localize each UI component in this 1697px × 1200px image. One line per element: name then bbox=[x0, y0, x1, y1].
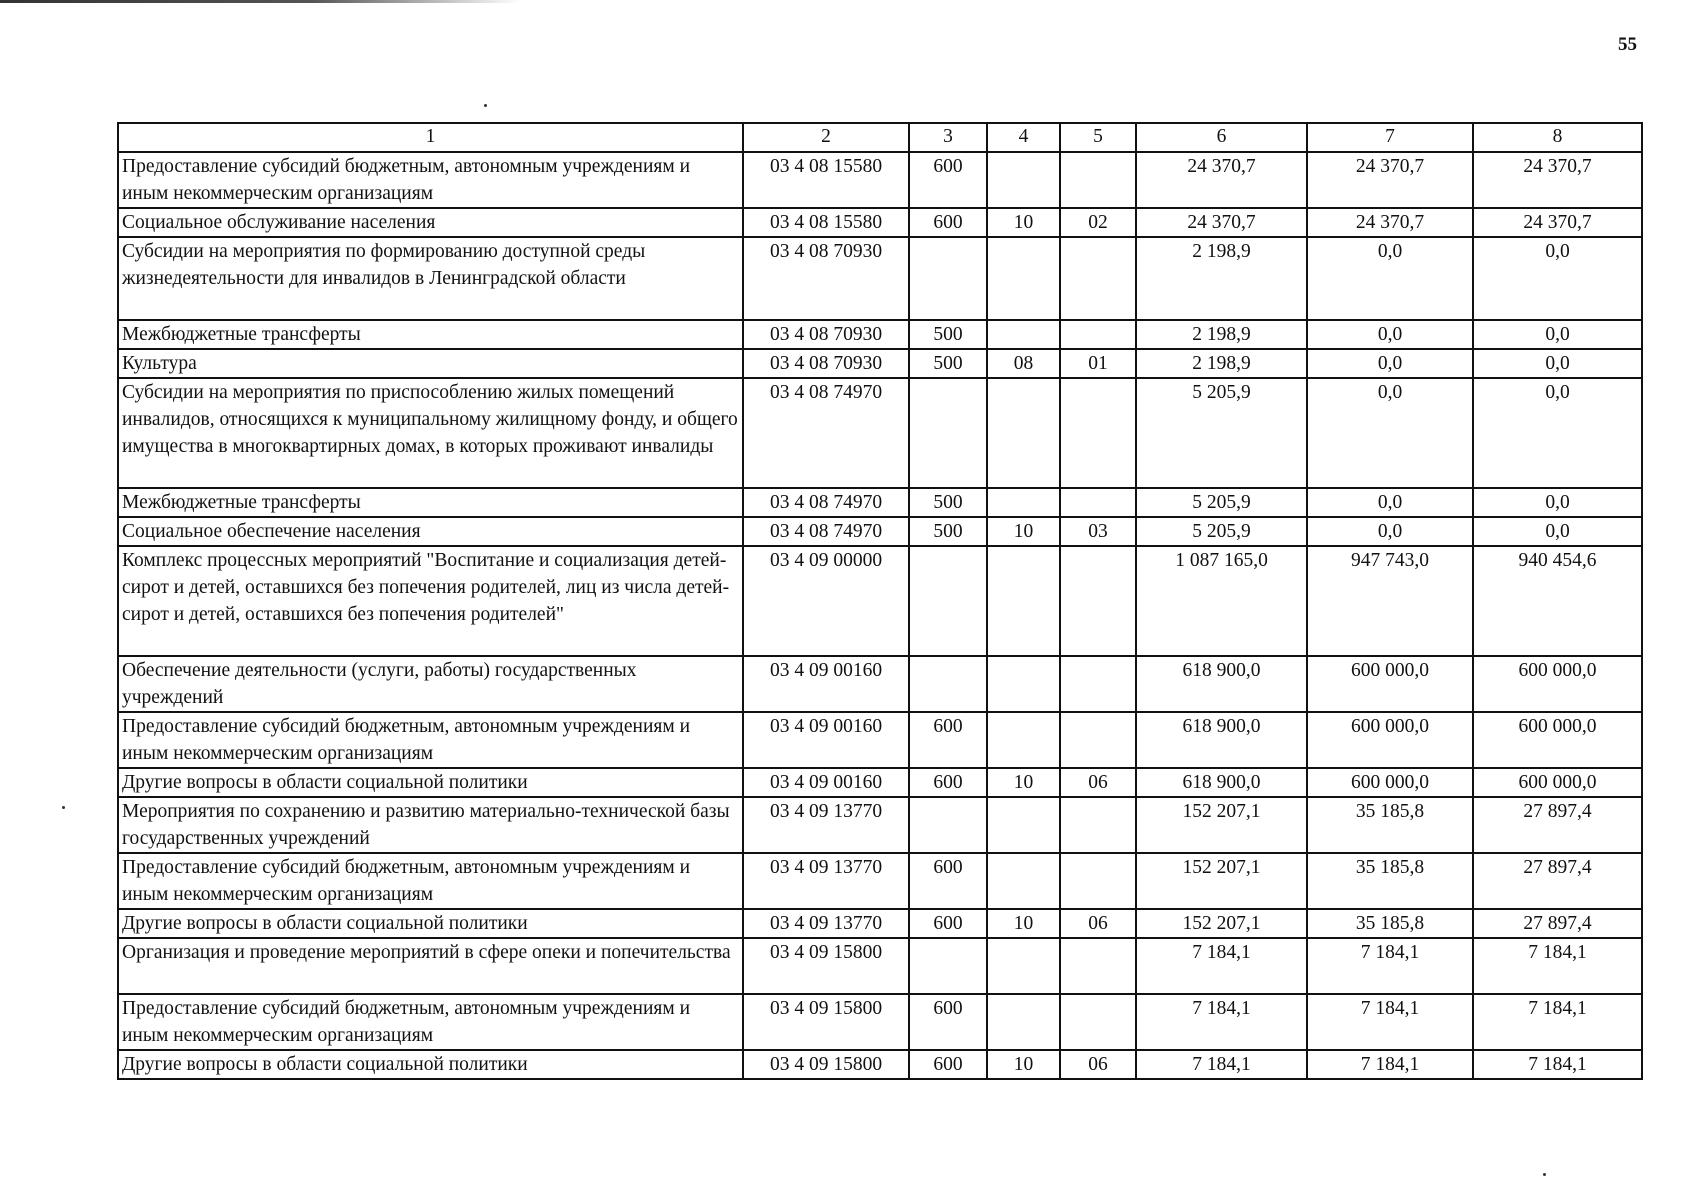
table-row bbox=[118, 712, 1642, 768]
row-col-5: 06 bbox=[1060, 1050, 1136, 1079]
row-col-7: 7 184,1 bbox=[1307, 994, 1473, 1050]
row-code: 03 4 09 00000 bbox=[743, 546, 909, 656]
row-col-4: 10 bbox=[987, 1050, 1060, 1079]
row-col-4 bbox=[987, 712, 1060, 768]
row-col-8: 0,0 bbox=[1473, 488, 1642, 517]
row-col-3: 600 bbox=[909, 853, 987, 909]
table-row bbox=[118, 768, 1642, 797]
row-code: 03 4 09 13770 bbox=[743, 909, 909, 938]
row-col-3 bbox=[909, 938, 987, 994]
row-col-7: 0,0 bbox=[1307, 378, 1473, 488]
row-col-7: 0,0 bbox=[1307, 488, 1473, 517]
table-row bbox=[118, 994, 1642, 1050]
row-name: Организация и проведение мероприятий в сфере опеки и попечительства bbox=[118, 938, 743, 994]
table-row bbox=[118, 378, 1642, 488]
header-col-5: 5 bbox=[1060, 123, 1136, 152]
table-row bbox=[118, 797, 1642, 853]
table-row bbox=[118, 938, 1642, 994]
row-col-3 bbox=[909, 656, 987, 712]
row-col-4: 08 bbox=[987, 349, 1060, 378]
row-code: 03 4 09 15800 bbox=[743, 1050, 909, 1079]
row-col-8: 27 897,4 bbox=[1473, 909, 1642, 938]
row-code: 03 4 09 13770 bbox=[743, 797, 909, 853]
table-row bbox=[118, 488, 1642, 517]
row-col-8: 0,0 bbox=[1473, 349, 1642, 378]
row-col-6: 24 370,7 bbox=[1136, 208, 1307, 237]
row-col-3: 600 bbox=[909, 994, 987, 1050]
row-col-7: 600 000,0 bbox=[1307, 768, 1473, 797]
row-col-5 bbox=[1060, 712, 1136, 768]
row-col-8: 27 897,4 bbox=[1473, 853, 1642, 909]
row-col-5 bbox=[1060, 378, 1136, 488]
row-col-7: 600 000,0 bbox=[1307, 712, 1473, 768]
row-col-5 bbox=[1060, 994, 1136, 1050]
header-col-6: 6 bbox=[1136, 123, 1307, 152]
row-col-4: 10 bbox=[987, 909, 1060, 938]
row-col-7: 24 370,7 bbox=[1307, 152, 1473, 208]
row-code: 03 4 08 15580 bbox=[743, 208, 909, 237]
table-row bbox=[118, 237, 1642, 320]
row-col-4 bbox=[987, 152, 1060, 208]
row-code: 03 4 08 70930 bbox=[743, 320, 909, 349]
row-col-6: 2 198,9 bbox=[1136, 349, 1307, 378]
row-col-7: 24 370,7 bbox=[1307, 208, 1473, 237]
row-col-8: 24 370,7 bbox=[1473, 208, 1642, 237]
row-name: Субсидии на мероприятия по приспособлению жилых помещений инвалидов, относящихся к муниципальному жилищному фонду, и общего имущества в многоквартирных домах, в которых проживают инвалиды bbox=[118, 378, 743, 488]
row-name: Межбюджетные трансферты bbox=[118, 320, 743, 349]
row-col-5: 06 bbox=[1060, 909, 1136, 938]
row-name: Предоставление субсидий бюджетным, автономным учреждениям и иным некоммерческим организациям bbox=[118, 152, 743, 208]
row-name: Социальное обслуживание населения bbox=[118, 208, 743, 237]
row-col-3: 600 bbox=[909, 1050, 987, 1079]
row-col-5 bbox=[1060, 797, 1136, 853]
row-col-3 bbox=[909, 378, 987, 488]
scan-speck bbox=[1543, 1173, 1546, 1176]
row-name: Другие вопросы в области социальной политики bbox=[118, 1050, 743, 1079]
table-row bbox=[118, 853, 1642, 909]
row-col-8: 7 184,1 bbox=[1473, 1050, 1642, 1079]
table-header-row bbox=[118, 123, 1642, 152]
row-col-4 bbox=[987, 797, 1060, 853]
row-col-6: 152 207,1 bbox=[1136, 797, 1307, 853]
row-col-6: 618 900,0 bbox=[1136, 712, 1307, 768]
row-col-6: 152 207,1 bbox=[1136, 853, 1307, 909]
table-row bbox=[118, 546, 1642, 656]
row-col-6: 24 370,7 bbox=[1136, 152, 1307, 208]
row-col-6: 5 205,9 bbox=[1136, 378, 1307, 488]
row-code: 03 4 09 15800 bbox=[743, 994, 909, 1050]
row-col-4: 10 bbox=[987, 768, 1060, 797]
budget-table bbox=[117, 122, 1643, 1080]
row-code: 03 4 09 00160 bbox=[743, 656, 909, 712]
row-col-4 bbox=[987, 237, 1060, 320]
row-code: 03 4 09 15800 bbox=[743, 938, 909, 994]
row-col-4 bbox=[987, 378, 1060, 488]
table-row bbox=[118, 1050, 1642, 1079]
row-col-8: 7 184,1 bbox=[1473, 994, 1642, 1050]
scan-speck bbox=[62, 806, 65, 809]
row-col-6: 7 184,1 bbox=[1136, 994, 1307, 1050]
row-col-4 bbox=[987, 488, 1060, 517]
row-name: Культура bbox=[118, 349, 743, 378]
row-name: Предоставление субсидий бюджетным, автономным учреждениям и иным некоммерческим организациям bbox=[118, 994, 743, 1050]
row-col-5: 01 bbox=[1060, 349, 1136, 378]
row-col-5 bbox=[1060, 488, 1136, 517]
row-col-8: 0,0 bbox=[1473, 237, 1642, 320]
row-code: 03 4 08 70930 bbox=[743, 237, 909, 320]
row-col-7: 0,0 bbox=[1307, 349, 1473, 378]
row-col-6: 152 207,1 bbox=[1136, 909, 1307, 938]
row-col-7: 947 743,0 bbox=[1307, 546, 1473, 656]
table-row bbox=[118, 349, 1642, 378]
row-code: 03 4 09 13770 bbox=[743, 853, 909, 909]
row-col-6: 7 184,1 bbox=[1136, 938, 1307, 994]
header-col-2: 2 bbox=[743, 123, 909, 152]
row-col-3: 500 bbox=[909, 517, 987, 546]
row-col-3: 600 bbox=[909, 152, 987, 208]
row-col-3: 600 bbox=[909, 909, 987, 938]
row-name: Межбюджетные трансферты bbox=[118, 488, 743, 517]
row-col-7: 600 000,0 bbox=[1307, 656, 1473, 712]
row-col-4: 10 bbox=[987, 208, 1060, 237]
row-col-8: 0,0 bbox=[1473, 517, 1642, 546]
row-col-4 bbox=[987, 546, 1060, 656]
header-col-4: 4 bbox=[987, 123, 1060, 152]
row-col-6: 5 205,9 bbox=[1136, 517, 1307, 546]
row-code: 03 4 09 00160 bbox=[743, 712, 909, 768]
row-col-5 bbox=[1060, 656, 1136, 712]
table-row bbox=[118, 320, 1642, 349]
row-col-7: 35 185,8 bbox=[1307, 853, 1473, 909]
header-col-8: 8 bbox=[1473, 123, 1642, 152]
row-code: 03 4 09 00160 bbox=[743, 768, 909, 797]
row-col-7: 35 185,8 bbox=[1307, 909, 1473, 938]
row-name: Социальное обеспечение населения bbox=[118, 517, 743, 546]
row-col-4 bbox=[987, 853, 1060, 909]
row-col-7: 0,0 bbox=[1307, 237, 1473, 320]
row-col-4 bbox=[987, 938, 1060, 994]
row-col-6: 2 198,9 bbox=[1136, 237, 1307, 320]
row-name: Предоставление субсидий бюджетным, автономным учреждениям и иным некоммерческим организациям bbox=[118, 712, 743, 768]
row-name: Субсидии на мероприятия по формированию доступной среды жизнедеятельности для инвалидов в Ленинградской области bbox=[118, 237, 743, 320]
row-col-3 bbox=[909, 797, 987, 853]
row-col-5: 02 bbox=[1060, 208, 1136, 237]
table-row bbox=[118, 152, 1642, 208]
row-name: Обеспечение деятельности (услуги, работы) государственных учреждений bbox=[118, 656, 743, 712]
row-col-8: 0,0 bbox=[1473, 378, 1642, 488]
row-code: 03 4 08 74970 bbox=[743, 488, 909, 517]
row-col-8: 600 000,0 bbox=[1473, 712, 1642, 768]
header-col-7: 7 bbox=[1307, 123, 1473, 152]
row-col-5 bbox=[1060, 546, 1136, 656]
row-col-8: 0,0 bbox=[1473, 320, 1642, 349]
row-col-7: 7 184,1 bbox=[1307, 1050, 1473, 1079]
row-col-5: 06 bbox=[1060, 768, 1136, 797]
row-col-6: 618 900,0 bbox=[1136, 768, 1307, 797]
row-col-4 bbox=[987, 656, 1060, 712]
row-code: 03 4 08 15580 bbox=[743, 152, 909, 208]
row-col-6: 5 205,9 bbox=[1136, 488, 1307, 517]
row-col-7: 0,0 bbox=[1307, 517, 1473, 546]
row-col-6: 2 198,9 bbox=[1136, 320, 1307, 349]
row-col-5 bbox=[1060, 853, 1136, 909]
row-col-4: 10 bbox=[987, 517, 1060, 546]
row-col-6: 1 087 165,0 bbox=[1136, 546, 1307, 656]
row-col-3 bbox=[909, 546, 987, 656]
row-col-7: 35 185,8 bbox=[1307, 797, 1473, 853]
table-row bbox=[118, 656, 1642, 712]
row-col-5 bbox=[1060, 320, 1136, 349]
row-col-4 bbox=[987, 994, 1060, 1050]
row-code: 03 4 08 74970 bbox=[743, 517, 909, 546]
table-row bbox=[118, 517, 1642, 546]
row-col-5 bbox=[1060, 938, 1136, 994]
row-col-3: 500 bbox=[909, 320, 987, 349]
row-name: Другие вопросы в области социальной политики bbox=[118, 768, 743, 797]
row-col-4 bbox=[987, 320, 1060, 349]
row-col-3: 500 bbox=[909, 488, 987, 517]
table-row bbox=[118, 208, 1642, 237]
row-col-3: 600 bbox=[909, 768, 987, 797]
row-col-8: 27 897,4 bbox=[1473, 797, 1642, 853]
row-col-8: 940 454,6 bbox=[1473, 546, 1642, 656]
header-col-1: 1 bbox=[118, 123, 743, 152]
row-col-6: 7 184,1 bbox=[1136, 1050, 1307, 1079]
row-col-8: 600 000,0 bbox=[1473, 768, 1642, 797]
row-col-8: 600 000,0 bbox=[1473, 656, 1642, 712]
row-code: 03 4 08 70930 bbox=[743, 349, 909, 378]
page-number: 55 bbox=[1618, 34, 1637, 55]
row-col-6: 618 900,0 bbox=[1136, 656, 1307, 712]
row-code: 03 4 08 74970 bbox=[743, 378, 909, 488]
row-col-5 bbox=[1060, 237, 1136, 320]
row-name: Комплекс процессных мероприятий "Воспитание и социализация детей-сирот и детей, оставшихся без попечения родителей, лиц из числа детей-сирот и детей, оставшихся без попечения родителей" bbox=[118, 546, 743, 656]
scan-speck bbox=[484, 104, 487, 107]
row-col-5: 03 bbox=[1060, 517, 1136, 546]
row-col-3: 600 bbox=[909, 712, 987, 768]
row-name: Предоставление субсидий бюджетным, автономным учреждениям и иным некоммерческим организациям bbox=[118, 853, 743, 909]
row-col-7: 7 184,1 bbox=[1307, 938, 1473, 994]
row-name: Другие вопросы в области социальной политики bbox=[118, 909, 743, 938]
row-col-5 bbox=[1060, 152, 1136, 208]
row-col-3: 500 bbox=[909, 349, 987, 378]
scan-edge-line bbox=[0, 0, 520, 3]
row-col-8: 24 370,7 bbox=[1473, 152, 1642, 208]
table-row bbox=[118, 909, 1642, 938]
header-col-3: 3 bbox=[909, 123, 987, 152]
row-col-8: 7 184,1 bbox=[1473, 938, 1642, 994]
row-col-3: 600 bbox=[909, 208, 987, 237]
row-col-7: 0,0 bbox=[1307, 320, 1473, 349]
row-name: Мероприятия по сохранению и развитию материально-технической базы государственных учреждений bbox=[118, 797, 743, 853]
row-col-3 bbox=[909, 237, 987, 320]
